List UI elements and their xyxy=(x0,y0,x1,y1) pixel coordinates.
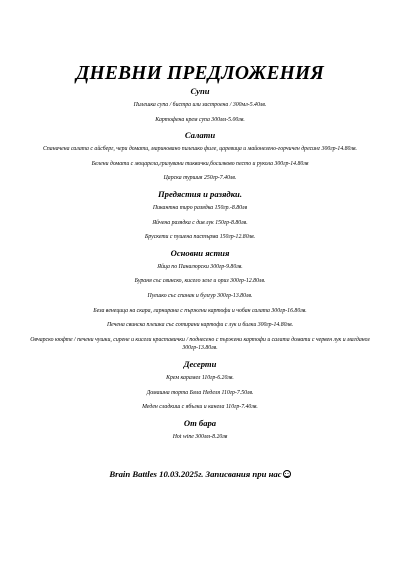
menu-item: Домашна торта Бяла Неделя 110гр-7.50лв. xyxy=(146,389,254,396)
menu-item: Меден сладкиш с ябълки и канела 110гр-7.40лв. xyxy=(142,404,258,411)
smiley-icon xyxy=(283,470,291,478)
section-heading-starters: Предястия и разядки. xyxy=(158,188,242,199)
menu-item: Печена свинска плешка със сотирани картофи с лук и билки 300гр-14.80лв. xyxy=(106,322,294,329)
menu-item: Спаначена салата с айсберг, чери домати, мариновано пилешко филе, царевица и майонезено-горчичен дресинг 300гр-14.80лв. xyxy=(43,146,357,153)
menu-item: Яйчена разядка с див лук 150гр-8.80лв. xyxy=(152,219,248,226)
menu-item: Царска туршия 250гр-7.40лв. xyxy=(163,175,237,182)
section-heading-salads: Салати xyxy=(184,130,216,141)
menu-item: Беза венецица на скара, гарнирана с пържени картофи и чобан салата 300гр-16.80лв. xyxy=(93,307,307,314)
menu-sections xyxy=(8,86,392,447)
menu-item: Hot wine 300мл-8.20лв xyxy=(172,433,228,440)
menu-item: Овчарско кюфте / печени чушки, сирене и кисели краставички / поднесено с пържени картофи и салата домати с червен лук и магданоз 300гр-13.80лв. xyxy=(30,336,370,352)
menu-item: Пуешко със спанак и булгур 300гр-13.80лв. xyxy=(147,292,253,299)
section-heading-desserts: Десерти xyxy=(183,358,217,369)
menu-item: Пикантна тиро разядка 150гр.-8.80лв xyxy=(152,204,248,211)
section-heading-soups: Супи xyxy=(190,86,210,96)
menu-item: Бураня със свинско, кисело зеле и ориз 300гр-12.80лв. xyxy=(134,278,266,285)
section-heading-bar: От бара xyxy=(183,417,217,428)
section-heading-mains: Основни ястия xyxy=(170,247,230,258)
menu-item: Брускети с пушена пастърма 150гр-12.80лв. xyxy=(144,234,256,241)
menu-item: Картофена крем супа 300мл-5.00лв. xyxy=(155,116,245,123)
event-announcement-text: Brain Battles 10.03.2025г. Записвания при нас xyxy=(109,469,282,479)
page-title: ДНЕВНИ ПРЕДЛОЖЕНИЯ xyxy=(75,63,325,84)
menu-item: Яйца по Панагюрски 300гр-9.80лв. xyxy=(157,263,243,270)
menu-item: Пилешка супа / бистра или застроена / 300мл-5.40лв. xyxy=(133,102,267,108)
event-announcement xyxy=(0,469,400,479)
menu-item: Белени домати с моцарела,грилувани тиквички,босилково песто и рукола 300гр-14.80лв xyxy=(91,160,309,167)
menu-item: Крем карамел 110гр-6.20лв. xyxy=(166,374,234,381)
